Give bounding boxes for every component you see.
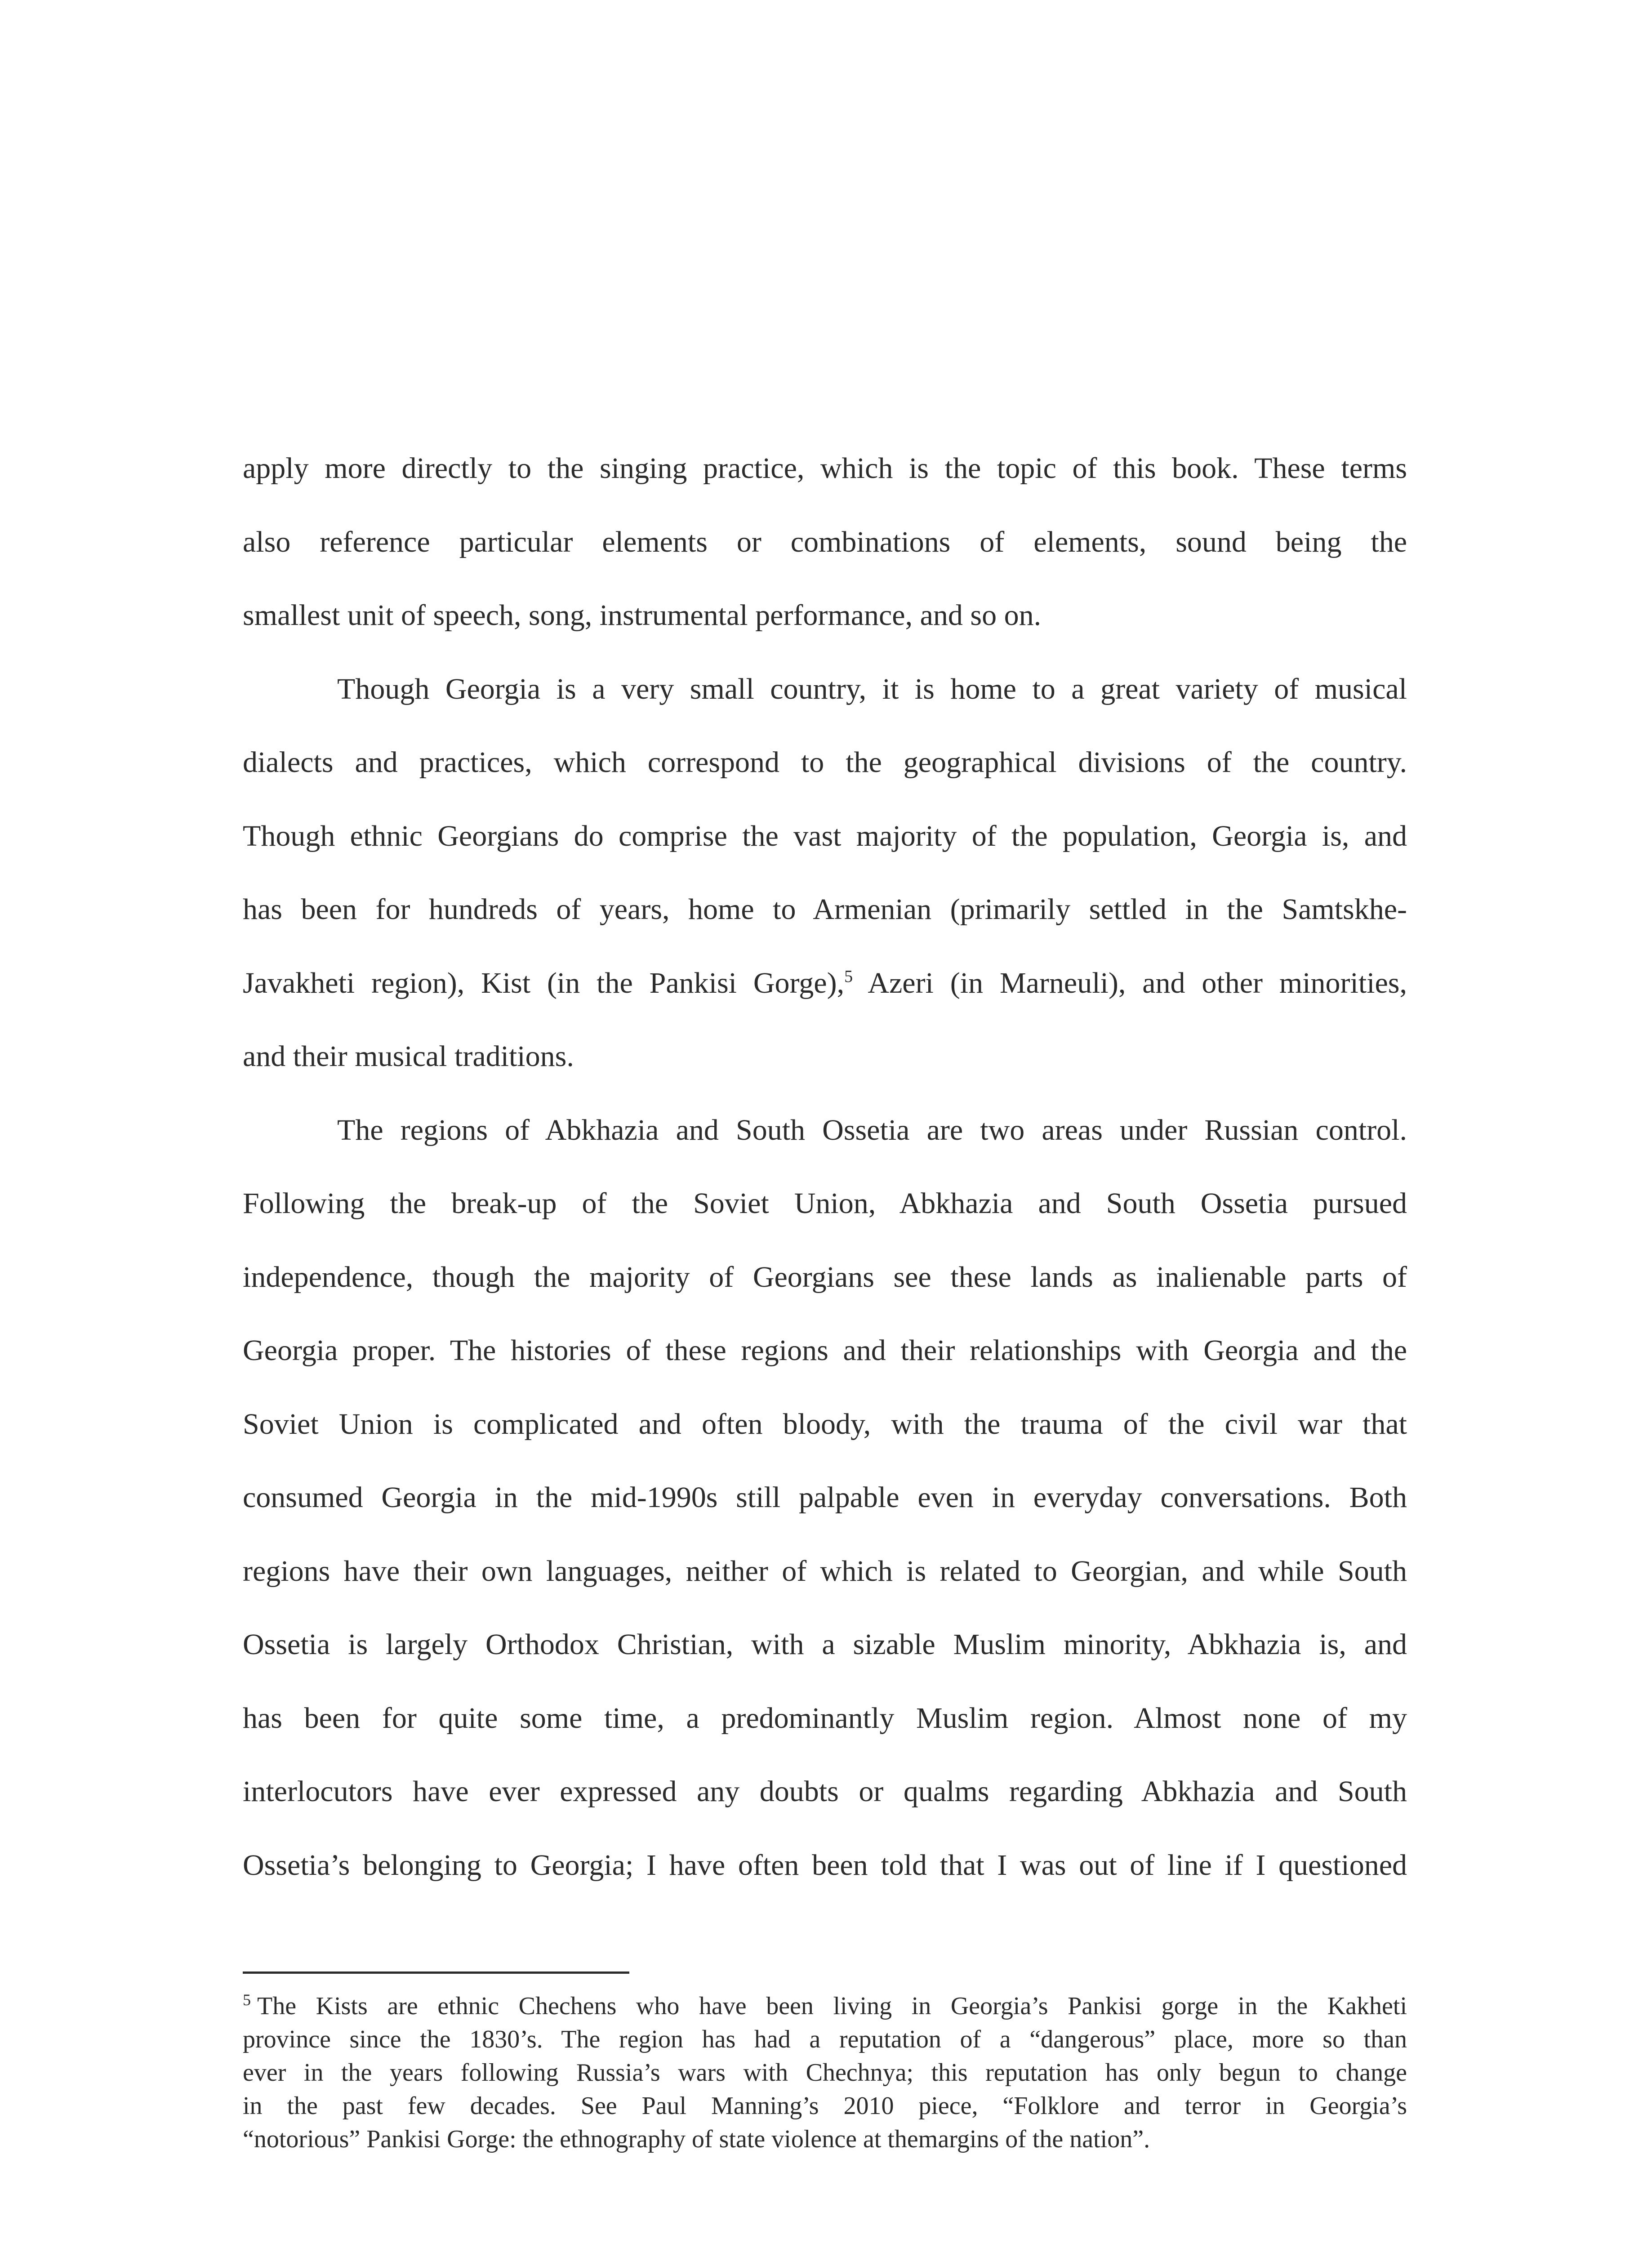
footnote-separator (243, 1971, 629, 1974)
text-segment: Javakheti region), Kist (in the Pankisi Gorge), (243, 966, 845, 999)
text-line: Soviet Union is complicated and often bloody, with the trauma of the civil war that (243, 1407, 1407, 1441)
footnote-reference[interactable]: 5 (844, 967, 853, 986)
footnote-line: ever in the years following Russia’s wars with Chechnya; this reputation has only begun to change (243, 2059, 1407, 2087)
paragraph-start-line: The regions of Abkhazia and South Ossetia are two areas under Russian control. (337, 1113, 1407, 1146)
footnote-block (243, 1989, 1407, 2156)
main-text (243, 432, 1407, 1902)
paragraph-start-line: Though Georgia is a very small country, it is home to a great variety of musical (337, 672, 1407, 705)
footnote-text: The Kists are ethnic Chechens who have been living in Georgia’s Pankisi gorge in the Kakheti (257, 1992, 1407, 2020)
text-line: has been for quite some time, a predominantly Muslim region. Almost none of my (243, 1701, 1407, 1735)
text-line: also reference particular elements or combinations of elements, sound being the (243, 525, 1407, 558)
text-line: Though ethnic Georgians do comprise the vast majority of the population, Georgia is, and (243, 819, 1407, 852)
footnote-line (243, 1989, 1407, 2023)
text-line: smallest unit of speech, song, instrumental performance, and so on. (243, 599, 1042, 632)
text-line: Ossetia’s belonging to Georgia; I have often been told that I was out of line if I questioned (243, 1848, 1407, 1882)
footnote-line: province since the 1830’s. The region has had a reputation of a “dangerous” place, more so than (243, 2025, 1407, 2053)
text-line: has been for hundreds of years, home to Armenian (primarily settled in the Samtskhe- (243, 893, 1407, 926)
text-line: consumed Georgia in the mid-1990s still palpable even in everyday conversations. Both (243, 1481, 1407, 1514)
text-line: Ossetia is largely Orthodox Christian, with a sizable Muslim minority, Abkhazia is, and (243, 1628, 1407, 1661)
text-segment: Azeri (in Marneuli), and other minorities, (868, 966, 1407, 999)
text-line: Georgia proper. The histories of these regions and their relationships with Georgia and the (243, 1334, 1407, 1367)
text-line: apply more directly to the singing practice, which is the topic of this book. These terms (243, 452, 1407, 485)
text-line: dialects and practices, which correspond to the geographical divisions of the country. (243, 746, 1407, 779)
footnote-line: “notorious” Pankisi Gorge: the ethnography of state violence at themargins of the nation”. (243, 2125, 1150, 2153)
text-line: regions have their own languages, neither of which is related to Georgian, and while South (243, 1554, 1407, 1588)
text-line: Following the break-up of the Soviet Union, Abkhazia and South Ossetia pursued (243, 1187, 1407, 1220)
footnote-marker: 5 (243, 1991, 251, 2009)
text-line: and their musical traditions. (243, 1040, 574, 1073)
footnote-line: in the past few decades. See Paul Manning’s 2010 piece, “Folklore and terror in Georgia’s (243, 2092, 1407, 2120)
text-line: independence, though the majority of Georgians see these lands as inalienable parts of (243, 1260, 1407, 1293)
text-line: interlocutors have ever expressed any doubts or qualms regarding Abkhazia and South (243, 1775, 1407, 1808)
text-line-with-footnote-ref (243, 946, 1407, 1020)
